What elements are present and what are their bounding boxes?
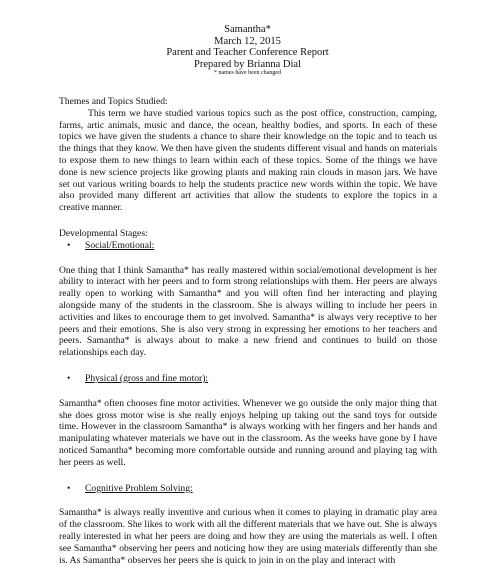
document-title: Samantha* [224,24,271,35]
report-type: Parent and Teacher Conference Report [166,47,329,58]
social-emotional-bullet [59,240,437,252]
physical-paragraph: Samantha* often chooses fine motor activities. Whenever we go outside the only major thing that she does gross motor wise is she really enjoys helping up taking out the sand toys for outside time. However in the classroom Samantha* is always working with her fingers and her hands and manipulating whatever materials we have out in the classroom. As the weeks have gone by I have noticed Samantha* becoming more comfortable outside and running around and playing tag with her peers as well. [59,397,437,468]
social-emotional-label: Social/Emotional: [85,239,155,251]
themes-heading: Themes and Topics Studied: [59,96,168,107]
developmental-heading: Developmental Stages: [59,227,148,239]
physical-label: Physical (gross and fine motor): [85,372,209,384]
prepared-by: Prepared by Brianna Dial [193,58,301,70]
bullet-dot: • [67,372,71,384]
themes-paragraph: This term we have studied various topics such as the post office, construction, camping, farms, artic animals, music and dance, the ocean, healthy bodies, and sports. In each of these topics we have given the students a chance to share their knowledge on the topic and to teach us the things that they know. We then have given the students different visual and hands on materials to expose them to new things to learn within each of these topics. Some of the things we have done is new science projects like growing plants and making rain clouds in mason jars. We have set out various writing boards to help the students practice new words within the topic. We have also provided many different art activities that allow the students to explore the topics in a creative manner. [59,107,437,214]
document-body [59,96,437,566]
cognitive-bullet [59,483,437,495]
social-emotional-paragraph: One thing that I think Samantha* has really mastered within social/emotional development is her ability to interact with her peers and to form strong relationships with them. Her peers are always really open to working with Samantha* and you will often find her interacting and playing alongside many of the students in the classroom. She is always willing to include her peers in activities and likes to encourage them to get involved. Samantha* is always very receptive to her peers and their emotions. She is also very strong in expressing her emotions to her teachers and peers. Samantha* is always about to make a new friend and continues to build on those relationships each day. [59,264,437,359]
physical-bullet [59,373,437,385]
cognitive-label: Cognitive Problem Solving: [85,482,193,494]
cognitive-paragraph: Samantha* is always really inventive and curious when it comes to playing in dramatic play area of the classroom. She likes to work with all the different materials that we have out. She is always really interested in what her peers are doing and how they are using the materials as well. I often see Samantha* observing her peers and noticing how they are using materials differently than she is. As Samantha* observes her peers she is quick to join in on the play and interact with [59,507,437,566]
bullet-dot: • [67,482,71,494]
document-header [0,24,495,77]
report-date: March 12, 2015 [214,35,281,47]
bullet-dot: • [67,239,71,251]
names-changed-note: * names have been changed [214,70,281,76]
